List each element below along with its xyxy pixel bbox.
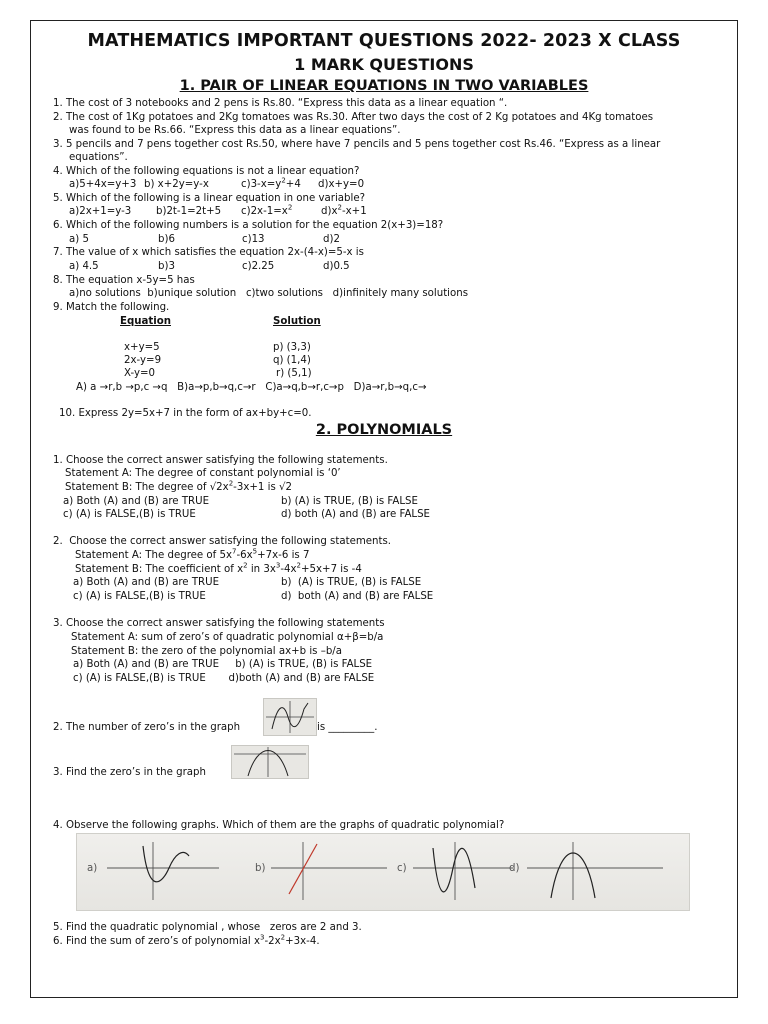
poly-q1-statement-a: Statement A: The degree of constant polynomial is ‘0’ bbox=[65, 468, 341, 479]
poly-question-1: 1. Choose the correct answer satisfying the following statements. bbox=[53, 455, 388, 466]
poly-question-6: 6. Find the sum of zero’s of polynomial $x^3-2x^2+3x-4$. bbox=[53, 933, 320, 947]
graph-a-icon bbox=[103, 838, 223, 904]
poly-q1-option-d: d) both (A) and (B) are FALSE bbox=[281, 509, 430, 520]
question-5: 5. Which of the following is a linear equation in one variable? bbox=[53, 193, 365, 204]
question-3-line2: equations”. bbox=[69, 152, 128, 163]
q7-option-b: b)3 bbox=[158, 261, 175, 272]
question-2-line2: was found to be Rs.66. “Express this data as a linear equations”. bbox=[69, 125, 401, 136]
section-heading-linear-equations: 1. PAIR OF LINEAR EQUATIONS IN TWO VARIABLES bbox=[179, 78, 589, 94]
q4-option-d: d)x+y=0 bbox=[318, 179, 365, 190]
question-3-line1: 3. 5 pencils and 7 pens together cost Rs.50, where have 7 pencils and 5 pens together cost Rs.46. “Express as a linear bbox=[53, 139, 661, 150]
poly-q1-option-c: c) (A) is FALSE,(B) is TRUE bbox=[63, 509, 196, 520]
graph-label-c: c) bbox=[397, 863, 407, 874]
poly-q1-statement-b: Statement B: The degree of $√2x^2-3x+1$ is √2 bbox=[65, 479, 292, 493]
graph-b-icon bbox=[267, 838, 397, 904]
poly-q3-statement-b: Statement B: the zero of the polynomial ax+b is –b/a bbox=[71, 646, 342, 657]
question-6: 6. Which of the following numbers is a solution for the equation 2(x+3)=18? bbox=[53, 220, 444, 231]
graph-question-zeros-count: 2. The number of zero’s in the graph bbox=[53, 722, 241, 733]
graph-label-b: b) bbox=[255, 863, 266, 874]
poly-q3-options-row2: c) (A) is FALSE,(B) is TRUE d)both (A) and (B) are FALSE bbox=[73, 673, 375, 684]
parabola-graph-icon bbox=[232, 746, 308, 778]
question-2-line1: 2. The cost of 1Kg potatoes and 2Kg tomatoes was Rs.30. After two days the cost of 2 Kg potatoes and 4Kg tomatoes bbox=[53, 112, 654, 123]
graph-c-icon bbox=[409, 838, 519, 904]
poly-q3-statement-a: Statement A: sum of zero’s of quadratic polynomial α+β=b/a bbox=[71, 632, 384, 643]
poly-question-5: 5. Find the quadratic polynomial , whose zeros are 2 and 3. bbox=[53, 922, 362, 933]
q6-option-a: a) 5 bbox=[69, 234, 89, 245]
match-header-solution: Solution bbox=[273, 316, 321, 327]
q4-option-a: a)5+4x=y+3 bbox=[69, 179, 137, 190]
poly-q2-option-c: c) (A) is FALSE,(B) is TRUE bbox=[73, 591, 206, 602]
question-8: 8. The equation x-5y=5 has bbox=[53, 275, 195, 286]
match-solution-p: p) (3,3) bbox=[273, 342, 311, 353]
match-equation-b: 2x-y=9 bbox=[124, 355, 162, 366]
question-1: 1. The cost of 3 notebooks and 2 pens is Rs.80. “Express this data as a linear equation “. bbox=[53, 98, 508, 109]
page-subtitle: 1 MARK QUESTIONS bbox=[294, 55, 474, 74]
graph-question-find-zeros: 3. Find the zero’s in the graph bbox=[53, 767, 206, 778]
q6-option-d: d)2 bbox=[323, 234, 340, 245]
q8-options: a)no solutions b)unique solution c)two solutions d)infinitely many solutions bbox=[69, 288, 469, 299]
q5-option-b: b)2t-1=2t+5 bbox=[156, 206, 222, 217]
poly-q3-options-row1: a) Both (A) and (B) are TRUE b) (A) is TRUE, (B) is FALSE bbox=[73, 659, 373, 670]
graph-d-icon bbox=[523, 838, 673, 904]
match-solution-q: q) (1,4) bbox=[273, 355, 311, 366]
worksheet-page bbox=[30, 20, 738, 998]
q6-option-b: b)6 bbox=[158, 234, 175, 245]
poly-q1-option-b: b) (A) is TRUE, (B) is FALSE bbox=[281, 496, 418, 507]
graph-question-quadratic: 4. Observe the following graphs. Which of them are the graphs of quadratic polynomial? bbox=[53, 820, 505, 831]
q7-option-c: c)2.25 bbox=[242, 261, 275, 272]
quadratic-graphs-strip bbox=[76, 833, 690, 911]
match-options: A) a →r,b →p,c →q B)a→p,b→q,c→r C)a→q,b→r,c→p D)a→r,b→q,c→ bbox=[76, 382, 427, 393]
question-4: 4. Which of the following equations is not a linear equation? bbox=[53, 166, 360, 177]
match-equation-a: x+y=5 bbox=[124, 342, 160, 353]
zeros-count-graph bbox=[263, 698, 317, 736]
q4-option-b: b) x+2y=y-x bbox=[144, 179, 209, 190]
poly-q2-option-d: d) both (A) and (B) are FALSE bbox=[281, 591, 434, 602]
page-title: MATHEMATICS IMPORTANT QUESTIONS 2022- 2023 X CLASS bbox=[87, 31, 681, 51]
q5-option-c: $c)2x-1=x^2$ bbox=[241, 203, 293, 217]
poly-question-3: 3. Choose the correct answer satisfying the following statements bbox=[53, 618, 385, 629]
graph-question-blank: is _________. bbox=[317, 722, 378, 733]
match-equation-c: X-y=0 bbox=[124, 368, 156, 379]
q7-option-a: a) 4.5 bbox=[69, 261, 99, 272]
poly-q2-statement-a: Statement A: The degree of $5x^7-6x^5+7x-6$ is 7 bbox=[75, 547, 310, 561]
question-9: 9. Match the following. bbox=[53, 302, 170, 313]
graph-label-d: d) bbox=[509, 863, 520, 874]
q5-option-a: a)2x+1=y-3 bbox=[69, 206, 132, 217]
match-header-equation: Equation bbox=[120, 316, 171, 327]
poly-question-2: 2. Choose the correct answer satisfying the following statements. bbox=[53, 536, 392, 547]
graph-label-a: a) bbox=[87, 863, 98, 874]
poly-q2-statement-b: Statement B: The coefficient of $x^2$ in $3x^3-4x^2+5x+7$ is -4 bbox=[75, 561, 362, 575]
find-zeros-graph bbox=[231, 745, 309, 779]
question-7: 7. The value of x which satisfies the equation 2x-(4-x)=5-x is bbox=[53, 247, 364, 258]
q6-option-c: c)13 bbox=[242, 234, 265, 245]
q5-option-d: $d)x^2-x+1$ bbox=[321, 203, 367, 217]
poly-q2-option-a: a) Both (A) and (B) are TRUE bbox=[73, 577, 220, 588]
q7-option-d: d)0.5 bbox=[323, 261, 350, 272]
question-10: 10. Express 2y=5x+7 in the form of ax+by+c=0. bbox=[59, 408, 312, 419]
q4-option-c: $c)3-x=y^2+4$ bbox=[241, 176, 301, 190]
section-heading-polynomials: 2. POLYNOMIALS bbox=[315, 422, 453, 438]
poly-q2-option-b: b) (A) is TRUE, (B) is FALSE bbox=[281, 577, 422, 588]
cubic-graph-icon bbox=[264, 699, 316, 735]
poly-q1-option-a: a) Both (A) and (B) are TRUE bbox=[63, 496, 210, 507]
match-solution-r: r) (5,1) bbox=[276, 368, 312, 379]
